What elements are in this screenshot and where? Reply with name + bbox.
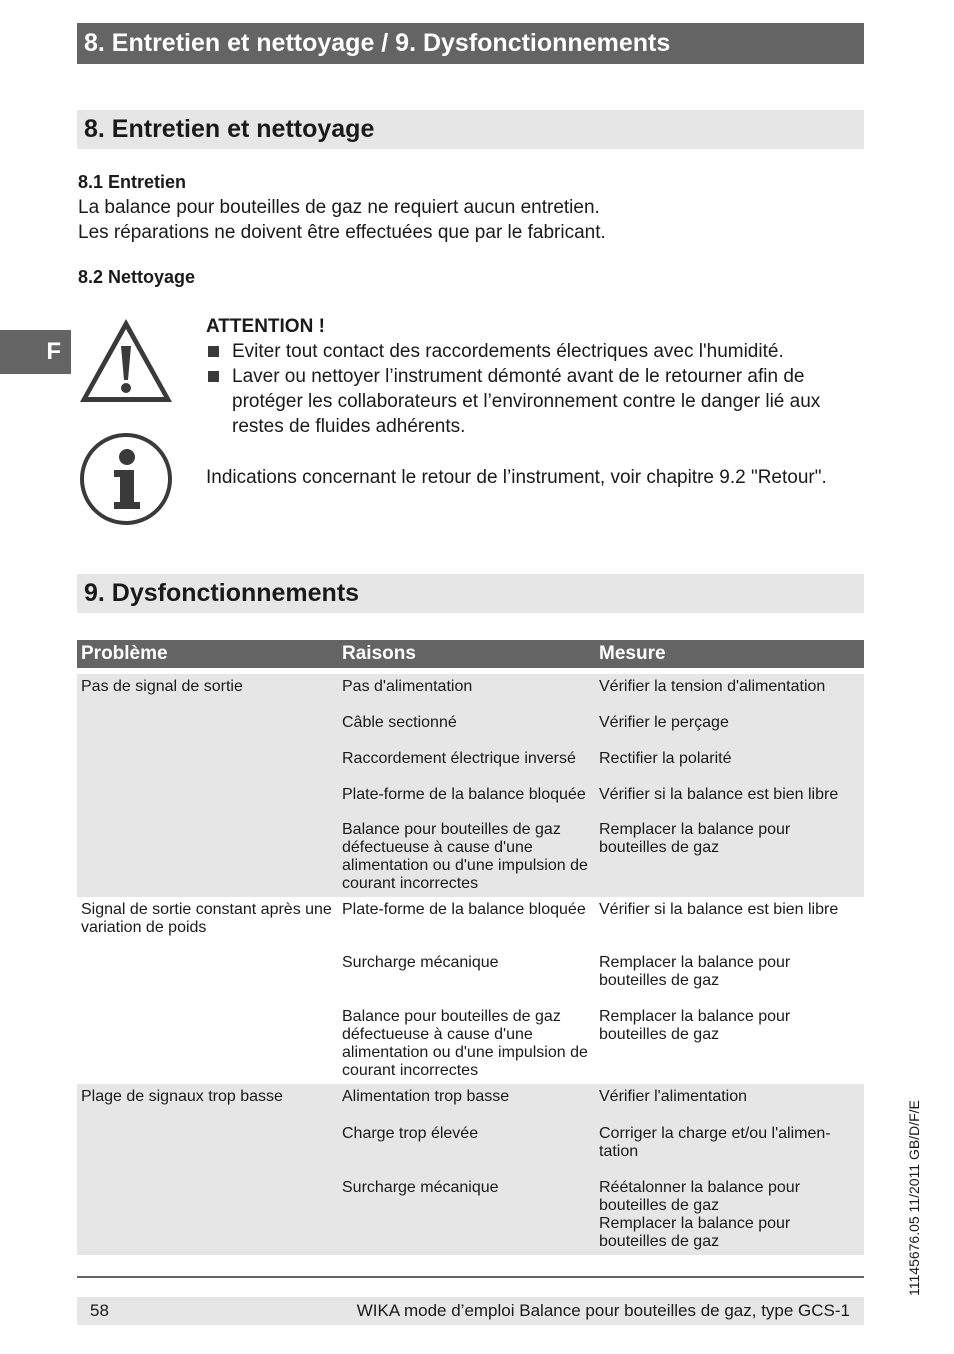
attention-title: ATTENTION !	[206, 316, 325, 337]
faults-table	[77, 640, 864, 1255]
reason-cell: Câble sectionné	[338, 696, 595, 732]
table-bottom-rule	[77, 1276, 864, 1278]
table-row	[77, 990, 864, 1084]
header-mesure: Mesure	[595, 640, 864, 668]
measure-cell: Remplacer la balance pour bouteilles de gaz	[595, 804, 864, 897]
reason-cell: Raccordement électrique inversé	[338, 732, 595, 768]
attention-bullet	[206, 364, 866, 439]
info-text: Indications concernant le retour de l’instrument, voir chapitre 9.2 "Retour".	[206, 467, 827, 488]
reason-cell: Surcharge mécanique	[338, 937, 595, 990]
table-row	[77, 1106, 864, 1161]
section-8-title: 8. Entretien et nettoyage	[77, 110, 864, 149]
page-footer	[77, 1297, 864, 1325]
header-raisons: Raisons	[338, 640, 595, 668]
document-code: 11145676.05 11/2011 GB/D/F/E	[906, 1100, 922, 1296]
reason-cell: Alimentation trop basse	[338, 1084, 595, 1106]
info-icon	[79, 432, 173, 526]
reason-cell: Plate-forme de la balance bloquée	[338, 768, 595, 804]
entretien-line-2: Les réparations ne doivent être effectuées que par le fabricant.	[78, 222, 606, 243]
attention-bullet	[206, 339, 866, 364]
table-row	[77, 804, 864, 897]
measure-cell: Corriger la charge et/ou l'alimen-tation	[595, 1106, 864, 1161]
measure-cell: Rectifier la polarité	[595, 732, 864, 768]
attention-block	[206, 314, 866, 439]
header-probleme: Problème	[77, 640, 338, 668]
warning-triangle-icon	[77, 316, 175, 406]
page-number: 58	[90, 1301, 109, 1320]
table-row	[77, 732, 864, 768]
table-row	[77, 1084, 864, 1106]
problem-cell: Signal de sortie constant après une variation de poids	[77, 897, 338, 937]
bullet-text: Eviter tout contact des raccordements électriques avec l'humidité.	[232, 341, 784, 362]
table-row	[77, 1161, 864, 1255]
page-header: 8. Entretien et nettoyage / 9. Dysfonctionnements	[77, 23, 864, 64]
bullet-square-icon	[208, 346, 219, 357]
problem-cell: Plage de signaux trop basse	[77, 1084, 338, 1106]
table-row	[77, 768, 864, 804]
bullet-square-icon	[208, 371, 219, 382]
table-row	[77, 937, 864, 990]
reason-cell: Charge trop élevée	[338, 1106, 595, 1161]
subsection-8-2-title: 8.2 Nettoyage	[78, 267, 196, 287]
subsection-8-1-title: 8.1 Entretien	[78, 172, 187, 192]
bullet-text: Laver ou nettoyer l’instrument démonté avant de le retourner afin de protéger les collaborateurs et l’environnement contre le danger lié aux restes de fluides adhérents.	[232, 366, 821, 437]
reason-cell: Plate-forme de la balance bloquée	[338, 897, 595, 937]
measure-cell: Vérifier le perçage	[595, 696, 864, 732]
measure-cell: Vérifier la tension d'alimentation	[595, 674, 864, 696]
reason-cell: Surcharge mécanique	[338, 1161, 595, 1255]
problem-cell: Pas de signal de sortie	[77, 674, 338, 696]
measure-cell: Vérifier l'alimentation	[595, 1084, 864, 1106]
reason-cell: Balance pour bouteilles de gaz défectueuse à cause d'une alimentation ou d'une impulsion de courant incorrectes	[338, 804, 595, 897]
language-tab: F	[0, 330, 71, 374]
reason-cell: Balance pour bouteilles de gaz défectueuse à cause d'une alimentation ou d'une impulsion de courant incorrectes	[338, 990, 595, 1084]
entretien-line-1: La balance pour bouteilles de gaz ne requiert aucun entretien.	[78, 197, 600, 218]
measure-cell: Vérifier si la balance est bien libre	[595, 768, 864, 804]
table-header-row	[77, 640, 864, 668]
section-9-title: 9. Dysfonctionnements	[77, 574, 864, 613]
table-row	[77, 674, 864, 696]
measure-cell: Remplacer la balance pour bouteilles de gaz	[595, 990, 864, 1084]
measure-cell: Remplacer la balance pour bouteilles de gaz	[595, 937, 864, 990]
document-title: WIKA mode d’emploi Balance pour bouteilles de gaz, type GCS-1	[356, 1301, 850, 1320]
measure-line: Réétalonner la balance pour bouteilles de gaz	[599, 1179, 801, 1214]
measure-cell: Vérifier si la balance est bien libre	[595, 897, 864, 937]
measure-cell	[595, 1161, 864, 1255]
reason-cell: Pas d'alimentation	[338, 674, 595, 696]
table-row	[77, 696, 864, 732]
measure-line: Remplacer la balance pour bouteilles de gaz	[599, 1215, 791, 1250]
table-row	[77, 897, 864, 937]
